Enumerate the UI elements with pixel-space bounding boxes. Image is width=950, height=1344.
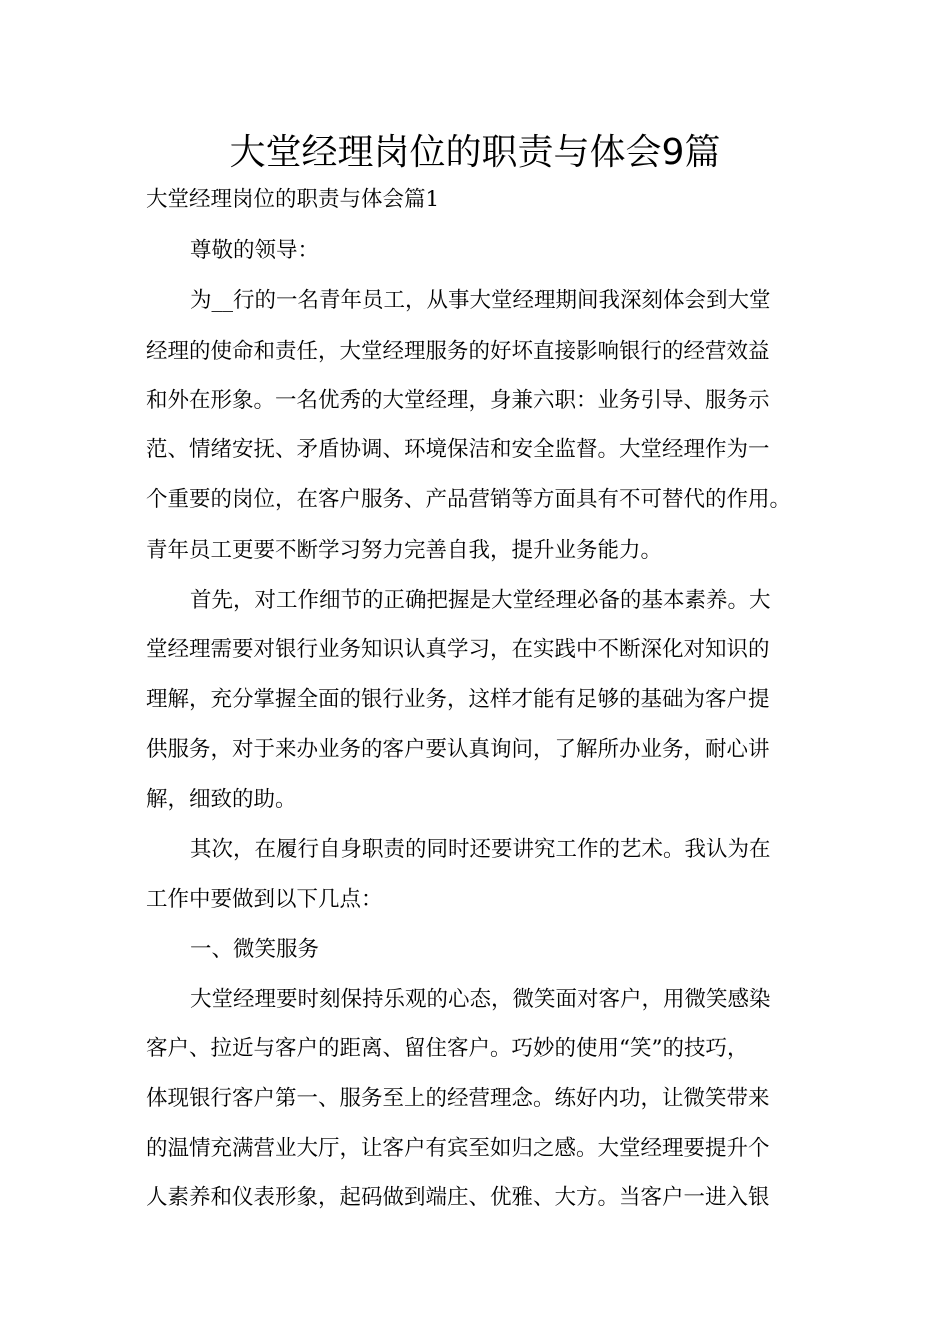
- paragraph-line: 其次，在履行自身职责的同时还要讲究工作的艺术。我认为在: [190, 837, 771, 862]
- paragraph-line: 解，细致的助。: [146, 787, 297, 812]
- paragraph-line: 为__行的一名青年员工，从事大堂经理期间我深刻体会到大堂: [190, 288, 771, 313]
- paragraph-line: 人素养和仪表形象，起码做到端庄、优雅、大方。当客户一进入银: [146, 1185, 770, 1210]
- paragraph-line: 工作中要做到以下几点：: [146, 887, 383, 912]
- paragraph-line: 体现银行客户第一、服务至上的经营理念。练好内功，让微笑带来: [146, 1086, 770, 1111]
- paragraph-line: 青年员工更要不断学习努力完善自我，提升业务能力。: [146, 538, 663, 563]
- paragraph-line: 和外在形象。一名优秀的大堂经理，身兼六职：业务引导、服务示: [146, 388, 770, 413]
- paragraph-line: 首先，对工作细节的正确把握是大堂经理必备的基本素养。大: [190, 588, 771, 613]
- paragraph-line: 供服务，对于来办业务的客户要认真询问，了解所办业务，耐心讲: [146, 737, 770, 762]
- document-title: 大堂经理岗位的职责与体会9篇: [229, 132, 721, 173]
- list-heading: 一、微笑服务: [190, 937, 320, 962]
- paragraph-line: 堂经理需要对银行业务知识认真学习，在实践中不断深化对知识的: [146, 637, 770, 662]
- paragraph-line: 的温情充满营业大厅，让客户有宾至如归之感。大堂经理要提升个: [146, 1136, 770, 1161]
- paragraph-line: 经理的使命和责任，大堂经理服务的好坏直接影响银行的经营效益: [146, 339, 770, 364]
- paragraph-line: 范、情绪安抚、矛盾协调、环境保洁和安全监督。大堂经理作为一: [146, 437, 770, 462]
- paragraph-line: 大堂经理要时刻保持乐观的心态，微笑面对客户，用微笑感染: [190, 987, 771, 1012]
- salutation: 尊敬的领导：: [190, 238, 320, 263]
- paragraph-line: 客户、拉近与客户的距离、留住客户。巧妙的使用“笑”的技巧，: [146, 1036, 749, 1061]
- paragraph-line: 个重要的岗位，在客户服务、产品营销等方面具有不可替代的作用。: [146, 487, 792, 512]
- section-heading: 大堂经理岗位的职责与体会篇1: [146, 187, 440, 212]
- paragraph-line: 理解，充分掌握全面的银行业务，这样才能有足够的基础为客户提: [146, 687, 770, 712]
